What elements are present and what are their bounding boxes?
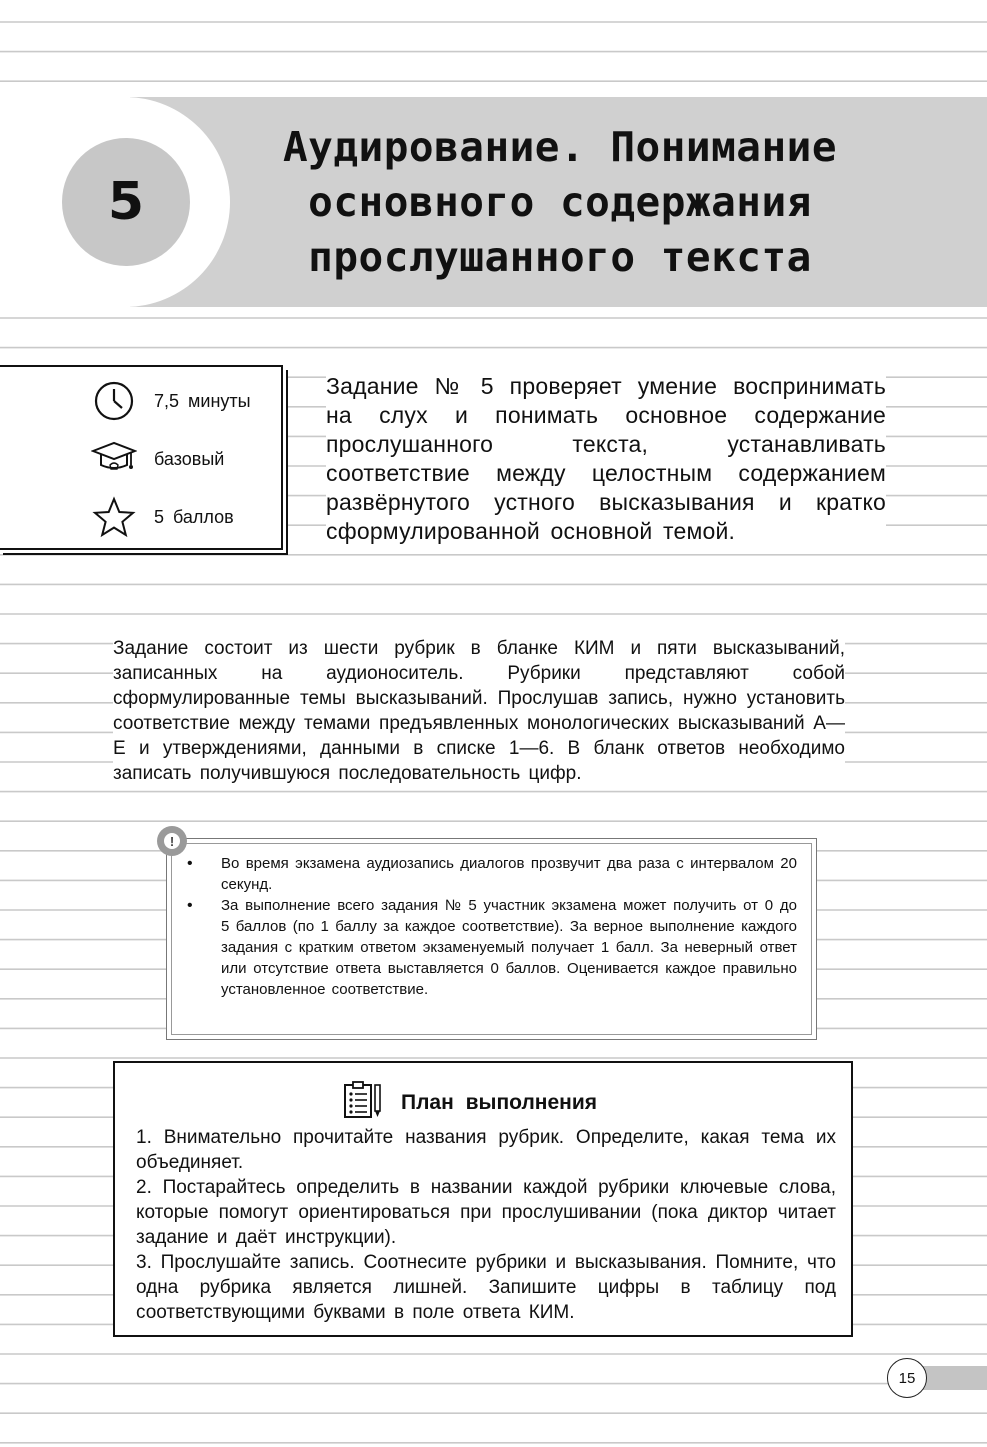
plan-box <box>113 1061 853 1337</box>
title-line: основного содержания <box>308 178 812 226</box>
task-number-badge <box>62 138 190 266</box>
star-icon <box>90 495 138 539</box>
notice-list <box>185 853 797 1000</box>
plan-header <box>343 1081 597 1124</box>
task-description: Задание состоит из шести рубрик в бланке КИМ и пяти высказываний, записанных на аудионоситель. Рубрики представляют собой сформулированные темы высказываний. Прослушав запись, нужно установить соответствие между темами предъявленных монологических высказываний А—Е и утверждениями, данными в списке 1—6. В бланк ответов необходимо записать получившуюся последовательность цифр. <box>113 638 845 784</box>
info-time-text: 7,5 минуты <box>154 390 251 411</box>
graduation-cap-icon <box>90 437 138 481</box>
plan-title: План выполнения <box>401 1090 598 1114</box>
plan-step: 3. Прослушайте запись. Соотнесите рубрики и высказывания. Помните, что одна рубрика является лишней. Запишите цифры в таблицу под соответствующими буквами в поле ответа КИМ. <box>136 1252 836 1323</box>
info-time <box>90 379 251 423</box>
plan-step: 2. Постарайтесь определить в названии каждой рубрики ключевые слова, которые помогут ориентироваться при прослушивании (пока диктор читает задание и даёт инструкции). <box>136 1177 836 1248</box>
info-points-text: 5 баллов <box>154 506 234 527</box>
title-line: прослушанного текста <box>308 233 812 281</box>
page-title <box>215 120 905 285</box>
task-number: 5 <box>107 172 145 232</box>
task-info-box <box>0 365 283 550</box>
clock-icon <box>90 379 138 423</box>
info-level <box>90 437 224 481</box>
intro-text: Задание № 5 проверяет умение воспринимать на слух и понимать основное содержание прослушанного текста, устанавливать соответствие между целостным содержанием развёрнутого устного высказывания и кратко сформулированной основной темой. <box>326 373 886 544</box>
notice-box <box>166 838 817 1040</box>
plan-steps <box>136 1125 836 1325</box>
list-item: • Во время экзамена аудиозапись диалогов прозвучит два раза с интервалом 20 секунд. <box>187 855 797 893</box>
page-number: 15 <box>887 1358 927 1398</box>
list-item: • За выполнение всего задания № 5 участник экзамена может получить от 0 до 5 баллов (по 1 баллу за каждое соответствие). За верное выполнение каждого задания с кратким ответом экзаменуемый получает 1 балл. За неверный ответ или отсутствие ответа выставляется 0 баллов. Оценивается каждое правильно установленное соответствие. <box>187 897 797 998</box>
info-points <box>90 495 234 539</box>
checklist-icon <box>343 1081 383 1124</box>
exclamation-icon: ! <box>157 826 187 856</box>
info-level-text: базовый <box>154 448 225 469</box>
title-line: Аудирование. Понимание <box>282 123 838 171</box>
plan-step: 1. Внимательно прочитайте названия рубрик. Определите, какая тема их объединяет. <box>136 1127 836 1173</box>
